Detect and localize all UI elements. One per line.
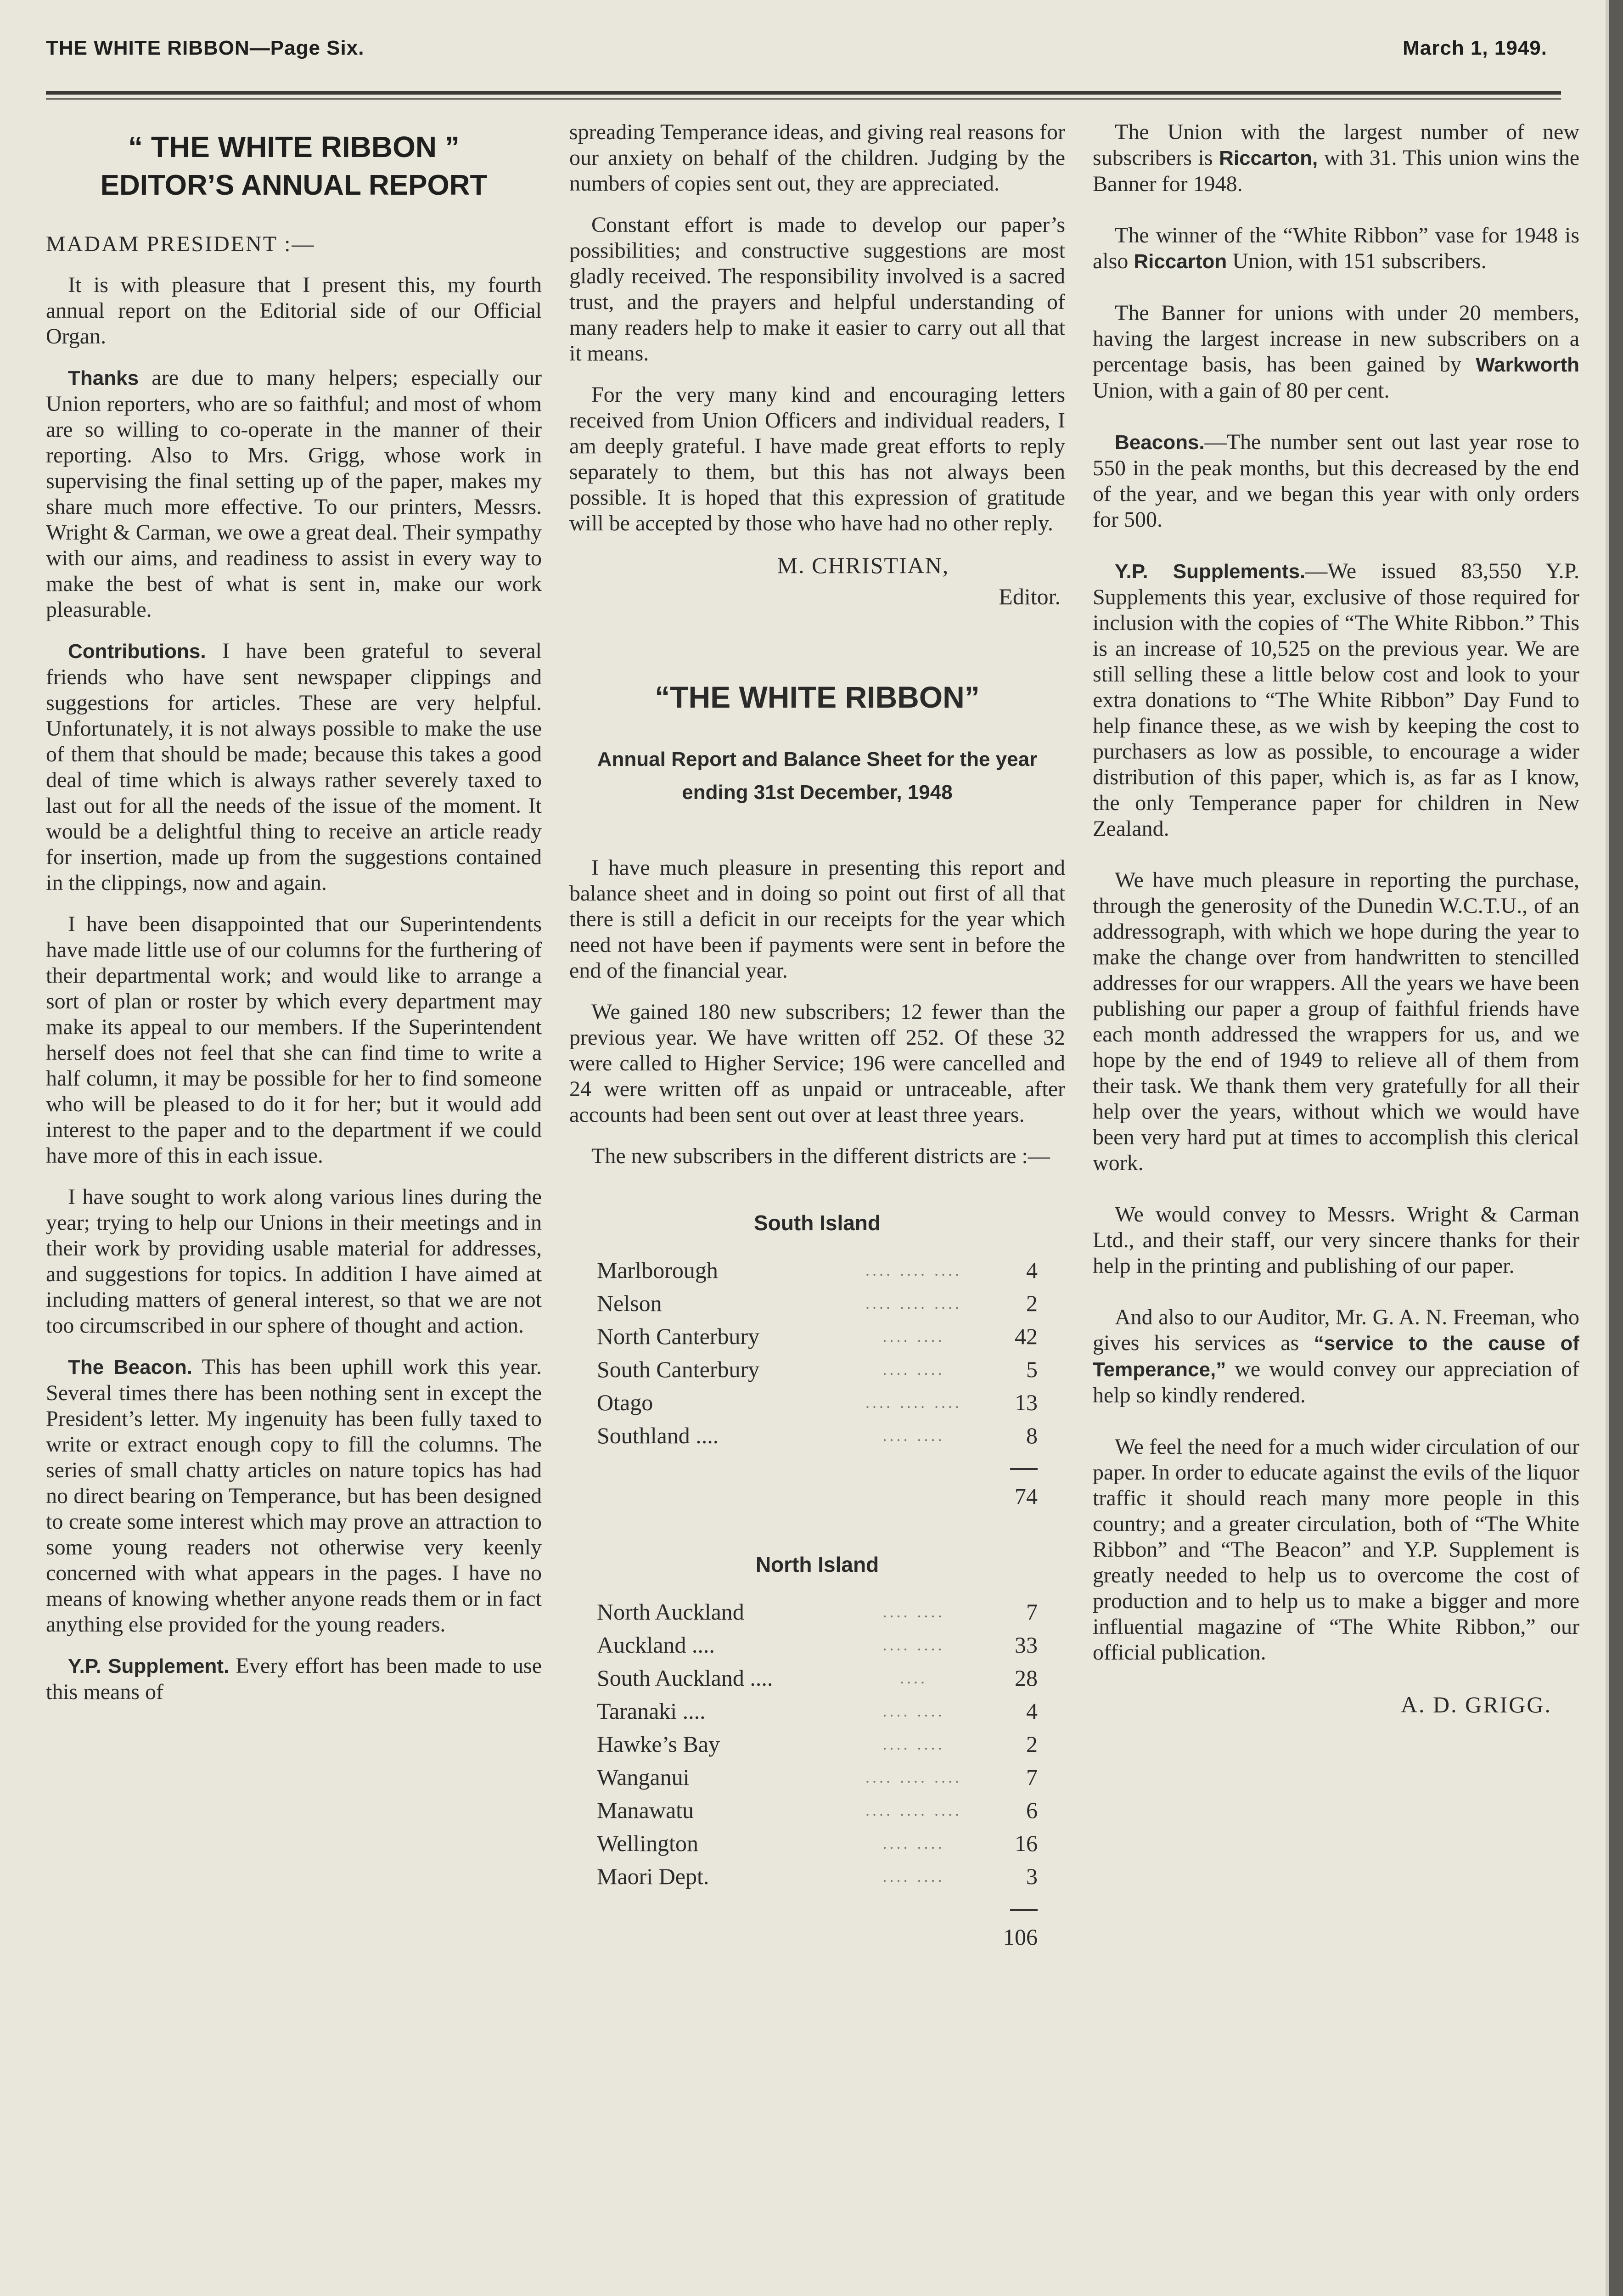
paragraph-text: we would convey our appreciation of help so kindly rendered. <box>1093 1357 1579 1407</box>
paragraph-text: And also to our Auditor, Mr. G. A. N. Freeman, who gives his services as <box>1093 1305 1579 1355</box>
leader-dots: .... .... <box>882 1360 945 1379</box>
leader-dots: .... .... <box>882 1867 945 1885</box>
district-row <box>597 1628 1038 1661</box>
leader-dots: .... .... .... <box>865 1801 962 1819</box>
district-name: Wanganui <box>597 1764 690 1790</box>
paragraph-text: —We issued 83,550 Y.P. Supplements this year, exclusive of those required for inclusion with the copies of “The White Ribbon.” This is an increase of 10,525 on the previous year. We are still selling these a little below cost and look to your extra donations to “The White Ribbon” Day Fund to help finance these, as we wish by keeping the cost to purchasers as low as possible, to encourage a wider distribution of this paper, which is, as far as I know, the only Temperance paper for children in New Zealand. <box>1093 559 1579 841</box>
district-name: North Canterbury <box>597 1323 760 1349</box>
south-island-table <box>597 1254 1038 1452</box>
union-name: Riccarton <box>1134 250 1227 273</box>
district-name: South Canterbury <box>597 1356 760 1382</box>
district-row <box>597 1661 1038 1694</box>
paragraph <box>1093 223 1579 275</box>
paragraph: spreading Temperance ideas, and giving real reasons for our anxiety on behalf of the children. Judging by the numbers of copies sent out, they are appreciated. <box>569 120 1065 196</box>
district-row <box>597 1595 1038 1628</box>
subscriber-count: 2 <box>1026 1731 1038 1757</box>
subscriber-count: 6 <box>1026 1797 1038 1823</box>
leader-dots: .... .... <box>882 1702 945 1720</box>
leader-dots: .... .... <box>882 1603 945 1621</box>
district-name: South Auckland .... <box>597 1665 773 1691</box>
south-island-total-block <box>597 1452 1038 1511</box>
paragraph-text: with 31. This union wins the Banner for 1948. <box>1093 146 1579 196</box>
district-row <box>597 1694 1038 1728</box>
editor-signature <box>569 552 1065 610</box>
paragraph-text: I have been grateful to several friends who have sent newspaper clippings and suggestions for articles. These are very helpful. Unfortunately, it is not always possible to make the use of them that should be made; because this takes a good deal of time which is always rather severely taxed to last out for all the needs of the issue of the moment. It would be a delightful thing to receive an article ready for insertion, made up from the suggestions contained in the clippings, now and again. <box>46 639 542 895</box>
running-head: THE WHITE RIBBON—Page Six. <box>46 37 365 59</box>
leader-dots: .... .... .... <box>865 1768 962 1786</box>
district-row <box>597 1320 1038 1353</box>
paragraph-heading: Thanks <box>68 367 139 389</box>
district-name: Nelson <box>597 1290 662 1316</box>
subscriber-count: 7 <box>1026 1764 1038 1790</box>
paragraph: I have sought to work along various lines during the year; trying to help our Unions in their meetings and in their work by providing usable material for addresses, and suggestions for topics. In addition I have aimed at including matters of general interest, so that we are not too circumscribed in our sphere of thought and action. <box>46 1185 542 1338</box>
paragraph: It is with pleasure that I present this, my fourth annual report on the Editorial side of our Official Organ. <box>46 273 542 349</box>
district-name: Hawke’s Bay <box>597 1731 720 1757</box>
north-island-total: 106 <box>1003 1924 1038 1950</box>
page-edge-highlight <box>1606 0 1609 2296</box>
north-island-heading: North Island <box>755 1553 879 1576</box>
paragraph <box>46 1653 542 1705</box>
paragraph <box>1093 300 1579 404</box>
district-name: Taranaki .... <box>597 1698 706 1724</box>
subscriber-count: 28 <box>1015 1665 1038 1691</box>
paragraph-text: The Banner for unions with under 20 members, having the largest increase in new subscribers on a percentage basis, has been gained by <box>1093 301 1579 377</box>
article-title: “ THE WHITE RIBBON ” <box>128 130 460 163</box>
district-row <box>597 1761 1038 1794</box>
district-name: Maori Dept. <box>597 1863 709 1889</box>
paragraph <box>46 1354 542 1638</box>
subscriber-count: 13 <box>1015 1390 1038 1415</box>
paragraph-text: Every effort has been made to use this means of <box>46 1654 542 1704</box>
district-row <box>597 1419 1038 1452</box>
district-name: Wellington <box>597 1830 698 1856</box>
district-row <box>597 1386 1038 1419</box>
district-name: Southland .... <box>597 1423 719 1448</box>
leader-dots: .... .... <box>882 1426 945 1445</box>
column-3 <box>1093 119 1579 2296</box>
subscriber-count: 7 <box>1026 1599 1038 1625</box>
paragraph: The new subscribers in the different districts are :— <box>591 1144 1050 1168</box>
subscriber-count: 4 <box>1026 1257 1038 1283</box>
paragraph <box>46 638 542 896</box>
union-name: Riccarton, <box>1219 147 1318 169</box>
district-name: Marlborough <box>597 1257 718 1283</box>
district-name: Auckland .... <box>597 1632 715 1658</box>
leader-dots: .... <box>900 1669 927 1687</box>
total-rule <box>1010 1909 1038 1911</box>
treasurer-signature: A. D. GRIGG. <box>1400 1692 1552 1717</box>
leader-dots: .... .... <box>882 1327 945 1345</box>
report-subtitle: Annual Report and Balance Sheet for the year ending 31st December, 1948 <box>597 748 1038 804</box>
paragraph-text: This has been uphill work this year. Several times there has been nothing sent in except the President’s letter. My ingenuity has been fully taxed to write or extract enough copy to fill the columns. The series of small chatty articles on nature topics has had no direct bearing on Temperance, but has been designed to create some interest which may prove an attraction to some young readers not otherwise very keenly concerned with what appears in the pages. I have no means of knowing whether anyone reads them or in fact anything else provided for the young readers. <box>46 1355 542 1637</box>
paragraph-text: Union, with a gain of 80 per cent. <box>1093 378 1390 403</box>
subscriber-count: 2 <box>1026 1290 1038 1316</box>
signature-name: M. CHRISTIAN, <box>777 552 949 578</box>
paragraph: We would convey to Messrs. Wright & Carman Ltd., and their staff, our very sincere thanks for their help in the printing and publishing of our paper. <box>1093 1202 1579 1278</box>
south-island-heading: South Island <box>754 1211 881 1235</box>
column-1 <box>46 119 542 2296</box>
district-row <box>597 1254 1038 1287</box>
north-island-table <box>597 1595 1038 1893</box>
paragraph-heading: Beacons. <box>1115 431 1205 454</box>
leader-dots: .... .... <box>882 1636 945 1654</box>
subscriber-count: 42 <box>1015 1323 1038 1349</box>
district-row <box>597 1728 1038 1761</box>
issue-date: March 1, 1949. <box>1403 37 1547 59</box>
paragraph-text: —The number sent out last year rose to 550 in the peak months, but this decreased by the end of the year, and we began this year with only orders for 500. <box>1093 430 1579 532</box>
paragraph: We feel the need for a much wider circulation of our paper. In order to educate against the evils of the liquor traffic it should reach many more people in this country; and a greater circulation, both of “The White Ribbon” and “The Beacon” and Y.P. Supplement is greatly needed to help us to overcome the cost of production and to help us to make a bigger and more influential magazine of “The White Ribbon,” our official publication. <box>1093 1435 1579 1665</box>
subscriber-count: 4 <box>1026 1698 1038 1724</box>
column-2 <box>569 119 1065 2296</box>
total-rule <box>1010 1468 1038 1470</box>
union-name: Warkworth <box>1476 354 1579 376</box>
paragraph <box>46 365 542 623</box>
district-name: Otago <box>597 1390 653 1415</box>
district-name: Manawatu <box>597 1797 694 1823</box>
paragraph-text: are due to many helpers; especially our Union reporters, who are so faithful; and most of whom are so willing to co-operate in the manner of their reporting. Also to Mrs. Grigg, whose work in supervising the final setting up of the paper, makes my share much more effective. To our printers, Messrs. Wright & Carman, we owe a great deal. Their sympathy with our aims, and readiness to assist in every way to make the best of what is sent in, make our work pleasurable. <box>46 366 542 622</box>
subscriber-count: 5 <box>1026 1356 1038 1382</box>
paragraph-heading: Contributions. <box>68 640 206 663</box>
paragraph <box>1093 429 1579 533</box>
signature-role: Editor. <box>999 584 1061 609</box>
paragraph-heading: The Beacon. <box>68 1356 193 1379</box>
leader-dots: .... .... .... <box>865 1393 962 1412</box>
district-row <box>597 1287 1038 1320</box>
paragraph-text: Union, with 151 subscribers. <box>1227 249 1487 273</box>
leader-dots: .... .... <box>882 1834 945 1852</box>
paragraph: Constant effort is made to develop our paper’s possibilities; and constructive suggestions are most gladly received. The responsibility involved is a sacred trust, and the prayers and helpful understanding of many readers help to make it easier to carry out all that it means. <box>569 213 1065 366</box>
subscriber-count: 8 <box>1026 1423 1038 1448</box>
paragraph <box>1093 1305 1579 1408</box>
paragraph <box>1093 119 1579 197</box>
paragraph: We have much pleasure in reporting the purchase, through the generosity of the Dunedin W.C.T.U., of an addressograph, with which we hope during the year to make the change over from handwritten to stencilled addresses for our wrappers. All the years we have been publishing our paper a group of faithful friends have each month addressed the wrappers for us, and we hope by the end of 1949 to relieve all of them from their task. We thank them very gratefully for all their help over the years, without which we would have been very hard put at times to accomplish this clerical work. <box>1093 868 1579 1175</box>
district-row <box>597 1794 1038 1827</box>
header-rule <box>46 91 1561 95</box>
subscriber-count: 16 <box>1015 1830 1038 1856</box>
leader-dots: .... .... .... <box>865 1261 962 1279</box>
leader-dots: .... .... <box>882 1735 945 1753</box>
district-name: North Auckland <box>597 1599 744 1625</box>
page-header <box>46 37 1575 78</box>
district-row <box>597 1860 1038 1893</box>
paragraph-heading: Y.P. Supplement. <box>68 1655 230 1677</box>
header-rule-thin <box>46 98 1561 100</box>
paragraph: We gained 180 new subscribers; 12 fewer than the previous year. We have written off 252. Of these 32 were called to Higher Service; 196 were cancelled and 24 were written off as unpaid or untraceable, after accounts had been sent out over at least three years. <box>569 1000 1065 1127</box>
paragraph: For the very many kind and encouraging letters received from Union Officers and individual readers, I am deeply grateful. I have made great efforts to reply separately to them, but this has not always been possible. It is hoped that this expression of gratitude will be accepted by those who have had no other reply. <box>569 383 1065 535</box>
leader-dots: .... .... .... <box>865 1294 962 1312</box>
paragraph: I have much pleasure in presenting this report and balance sheet and in doing so point out first of all that there is still a deficit in our receipts for the year which need not have been if payments were sent in before the end of the financial year. <box>569 855 1065 983</box>
district-row <box>597 1353 1038 1386</box>
paragraph: I have been disappointed that our Superintendents have made little use of our columns for the furthering of their departmental work; and would like to arrange a sort of plan or roster by which every department may make its appeal to our members. If the Superintendent herself does not feel that she can find time to write a half column, it may be possible for her to find someone who will be pleased to do it for her; but it would add interest to the paper and to the department if we could have more of this in each issue. <box>46 912 542 1168</box>
south-island-total: 74 <box>1015 1483 1038 1509</box>
salutation: MADAM PRESIDENT :— <box>46 232 315 256</box>
paragraph-heading: Y.P. Supplements. <box>1115 560 1306 583</box>
paragraph-text: The Union with the largest number of new subscribers is <box>1093 120 1579 170</box>
subscriber-count: 33 <box>1015 1632 1038 1658</box>
subscriber-count: 3 <box>1026 1863 1038 1889</box>
paragraph-text: The winner of the “White Ribbon” vase for 1948 is also <box>1093 223 1579 273</box>
district-row <box>597 1827 1038 1860</box>
page-edge-shadow <box>1609 0 1623 2296</box>
north-island-total-block <box>597 1893 1038 1952</box>
report-title: “THE WHITE RIBBON” <box>655 680 980 714</box>
article-subtitle: EDITOR’S ANNUAL REPORT <box>100 169 488 201</box>
emphasis: “service to the cause of Temperance,” <box>1093 1332 1579 1381</box>
paragraph <box>1093 558 1579 842</box>
